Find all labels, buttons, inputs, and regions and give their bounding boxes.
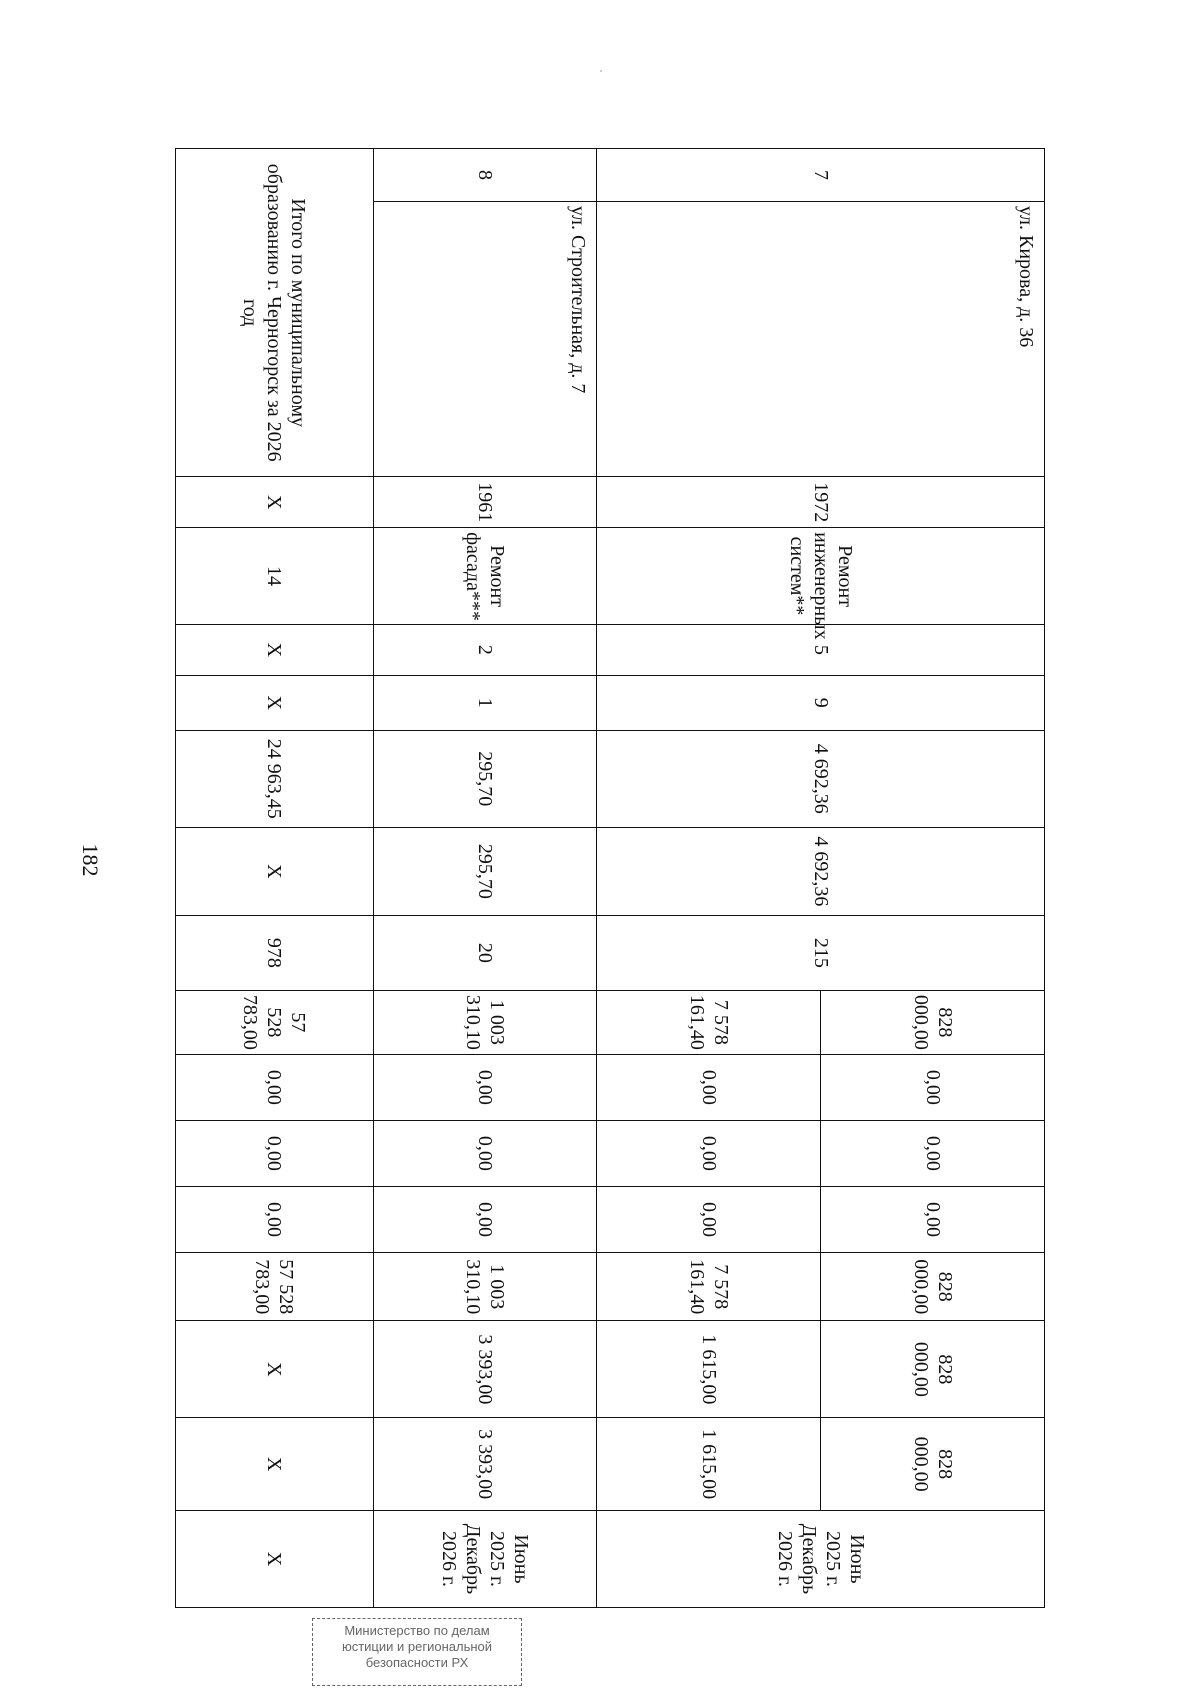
col6-cell: 1 xyxy=(373,675,597,730)
period-cell: Июнь 2025 г. Декабрь 2026 г. xyxy=(373,1510,597,1607)
build-year-cell: 1961 xyxy=(373,477,597,528)
address-cell: ул. Кирова, д. 36 xyxy=(597,201,1045,476)
residents-cell: 978 xyxy=(176,915,374,990)
work-type-cell: 14 xyxy=(176,528,374,625)
area-cell: 24 963,45 xyxy=(176,730,374,827)
amount-cell: 0,00 xyxy=(176,1054,374,1120)
amount-cell: 1 003 310,10 xyxy=(373,990,597,1054)
work-type-cell: Ремонт фасада*** xyxy=(373,528,597,625)
col6-cell: X xyxy=(176,675,374,730)
row-number: 8 xyxy=(373,149,597,202)
amount-cell: 3 393,00 xyxy=(373,1418,597,1511)
amount-cell: 828 000,00 xyxy=(821,990,1045,1054)
amount-cell: 0,00 xyxy=(821,1186,1045,1252)
residents-cell: 215 xyxy=(597,915,1045,990)
table-row xyxy=(373,149,597,1608)
amount-cell: X xyxy=(176,1418,374,1511)
stamp-line: юстиции и региональной xyxy=(341,1639,493,1654)
stamp-line: безопасности РХ xyxy=(365,1655,469,1670)
build-year-cell: 1972 xyxy=(597,477,1045,528)
amount-cell: 0,00 xyxy=(597,1054,821,1120)
table-row-total xyxy=(176,149,374,1608)
period-cell: Июнь 2025 г. Декабрь 2026 г. xyxy=(597,1510,1045,1607)
table-container xyxy=(175,148,1045,1608)
amount-cell: 0,00 xyxy=(373,1120,597,1186)
col5-cell: 5 xyxy=(597,625,1045,676)
col5-cell: X xyxy=(176,625,374,676)
amount-cell: 57 528 783,00 xyxy=(176,1253,374,1321)
page-number: 182 xyxy=(78,843,103,877)
scan-speck xyxy=(600,70,602,72)
residents-cell: 20 xyxy=(373,915,597,990)
amount-cell: 7 578 161,40 xyxy=(597,1253,821,1321)
amount-cell: 828 000,00 xyxy=(821,1253,1045,1321)
area-cell: X xyxy=(176,827,374,915)
amount-cell: 1 003 310,10 xyxy=(373,1253,597,1321)
row-number: 7 xyxy=(597,149,1045,202)
amount-cell: X xyxy=(176,1321,374,1418)
area-cell: 295,70 xyxy=(373,730,597,827)
amount-cell: 0,00 xyxy=(373,1054,597,1120)
amount-cell: 3 393,00 xyxy=(373,1321,597,1418)
amount-cell: 0,00 xyxy=(597,1186,821,1252)
amount-cell: 828 000,00 xyxy=(821,1418,1045,1511)
area-cell: 4 692,36 xyxy=(597,827,1045,915)
amount-cell: 0,00 xyxy=(597,1120,821,1186)
amount-cell: 0,00 xyxy=(821,1120,1045,1186)
amount-cell: 0,00 xyxy=(821,1054,1045,1120)
amount-cell: 0,00 xyxy=(176,1120,374,1186)
col6-cell: 9 xyxy=(597,675,1045,730)
table-row xyxy=(821,149,1045,1608)
amount-cell: 0,00 xyxy=(176,1186,374,1252)
stamp-line: Министерство по делам xyxy=(344,1623,490,1638)
total-label: Итого по муниципальному образованию г. Черногорск за 2026 год xyxy=(176,149,374,477)
col5-cell: 2 xyxy=(373,625,597,676)
address-cell: ул. Строительная, д. 7 xyxy=(373,201,597,476)
area-cell: 4 692,36 xyxy=(597,730,1045,827)
amount-cell: 57 528 783,00 xyxy=(176,990,374,1054)
repair-schedule-table xyxy=(175,148,1045,1608)
amount-cell: 7 578 161,40 xyxy=(597,990,821,1054)
build-year-cell: X xyxy=(176,477,374,528)
amount-cell: 1 615,00 xyxy=(597,1418,821,1511)
work-type-cell: Ремонт инженерных систем** xyxy=(597,528,1045,625)
area-cell: 295,70 xyxy=(373,827,597,915)
amount-cell: 0,00 xyxy=(373,1186,597,1252)
period-cell: X xyxy=(176,1510,374,1607)
amount-cell: 828 000,00 xyxy=(821,1321,1045,1418)
amount-cell: 1 615,00 xyxy=(597,1321,821,1418)
ministry-stamp xyxy=(312,1618,522,1686)
